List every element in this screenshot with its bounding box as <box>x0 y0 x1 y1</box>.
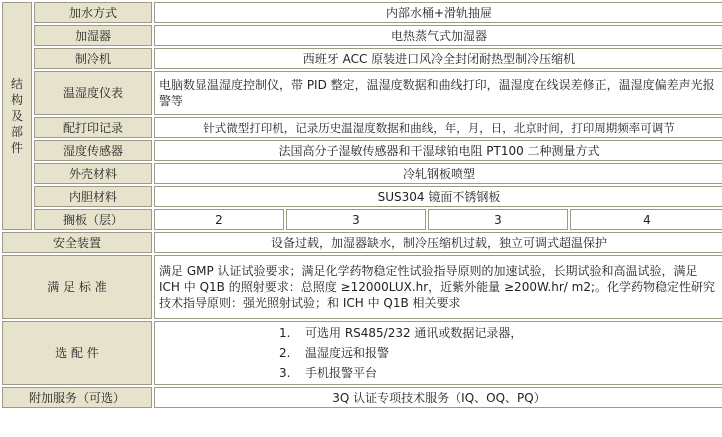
list-item: 1. 可选用 RS485/232 通讯或数据记录器， <box>279 326 523 340</box>
label-printer: 配打印记录 <box>34 117 152 138</box>
value-water: 内部水桶+滑轨抽屉 <box>154 2 722 23</box>
label-humidifier: 加湿器 <box>34 25 152 46</box>
row-shell <box>2 163 722 184</box>
label-standard: 满 足 标 准 <box>2 255 152 319</box>
value-service: 3Q 认证专项技术服务（IQ、OQ、PQ） <box>154 387 722 408</box>
row-printer <box>2 117 722 138</box>
row-standard <box>2 255 722 319</box>
row-meter <box>2 71 722 115</box>
label-refrigeration: 制冷机 <box>34 48 152 69</box>
label-service: 附加服务（可选） <box>2 387 152 408</box>
label-safety: 安全装置 <box>2 232 152 253</box>
list-item: 3. 手机报警平台 <box>279 366 378 380</box>
row-water <box>2 2 722 23</box>
value-standard: 满足 GMP 认证试验要求；满足化学药物稳定性试验指导原则的加速试验，长期试验和高温试验，满足 ICH 中 Q1B 的照射要求：总照度 ≥12000LUX.hr，近紫外能量 ≥200W.hr/ m2;。化学药物稳定性研究技术指导原则：强光照射试验；和 ICH 中 Q1B 相关要求 <box>154 255 722 319</box>
label-shell: 外壳材料 <box>34 163 152 184</box>
value-humidifier: 电热蒸气式加湿器 <box>154 25 722 46</box>
options-list <box>159 323 719 383</box>
label-liner: 内胆材料 <box>34 186 152 207</box>
row-options <box>2 321 722 385</box>
value-printer: 针式微型打印机，记录历史温湿度数据和曲线，年，月，日，北京时间，打印周期频率可调节 <box>154 117 722 138</box>
label-sensor: 湿度传感器 <box>34 140 152 161</box>
row-safety <box>2 232 722 253</box>
value-options <box>154 321 722 385</box>
value-meter: 电脑数显温湿度控制仪，带 PID 整定，温湿度数据和曲线打印，温湿度在线误差修正，温湿度偏差声光报警等 <box>154 71 722 115</box>
label-meter: 温湿度仪表 <box>34 71 152 115</box>
row-sensor <box>2 140 722 161</box>
value-liner: SUS304 镜面不锈钢板 <box>154 186 722 207</box>
row-shelf <box>2 209 722 230</box>
group-label-structure: 结 构 及 部 件 <box>2 2 32 230</box>
row-service <box>2 387 722 408</box>
row-refrigeration <box>2 48 722 69</box>
value-shell: 冷轧钢板喷塑 <box>154 163 722 184</box>
list-item: 2. 温湿度远和报警 <box>279 346 390 360</box>
row-liner <box>2 186 722 207</box>
value-sensor: 法国高分子湿敏传感器和干湿球铂电阻 PT100 二种测量方式 <box>154 140 722 161</box>
row-humidifier <box>2 25 722 46</box>
shelf-value: 4 <box>570 209 722 230</box>
label-options: 选 配 件 <box>2 321 152 385</box>
value-refrigeration: 西班牙 ACC 原装进口风冷全封闭耐热型制冷压缩机 <box>154 48 722 69</box>
shelf-value: 2 <box>154 209 284 230</box>
value-safety: 设备过载，加湿器缺水，制冷压缩机过载，独立可调式超温保护 <box>154 232 722 253</box>
shelf-value: 3 <box>286 209 426 230</box>
label-water: 加水方式 <box>34 2 152 23</box>
label-shelf: 搁板（层） <box>34 209 152 230</box>
shelf-value: 3 <box>428 209 568 230</box>
